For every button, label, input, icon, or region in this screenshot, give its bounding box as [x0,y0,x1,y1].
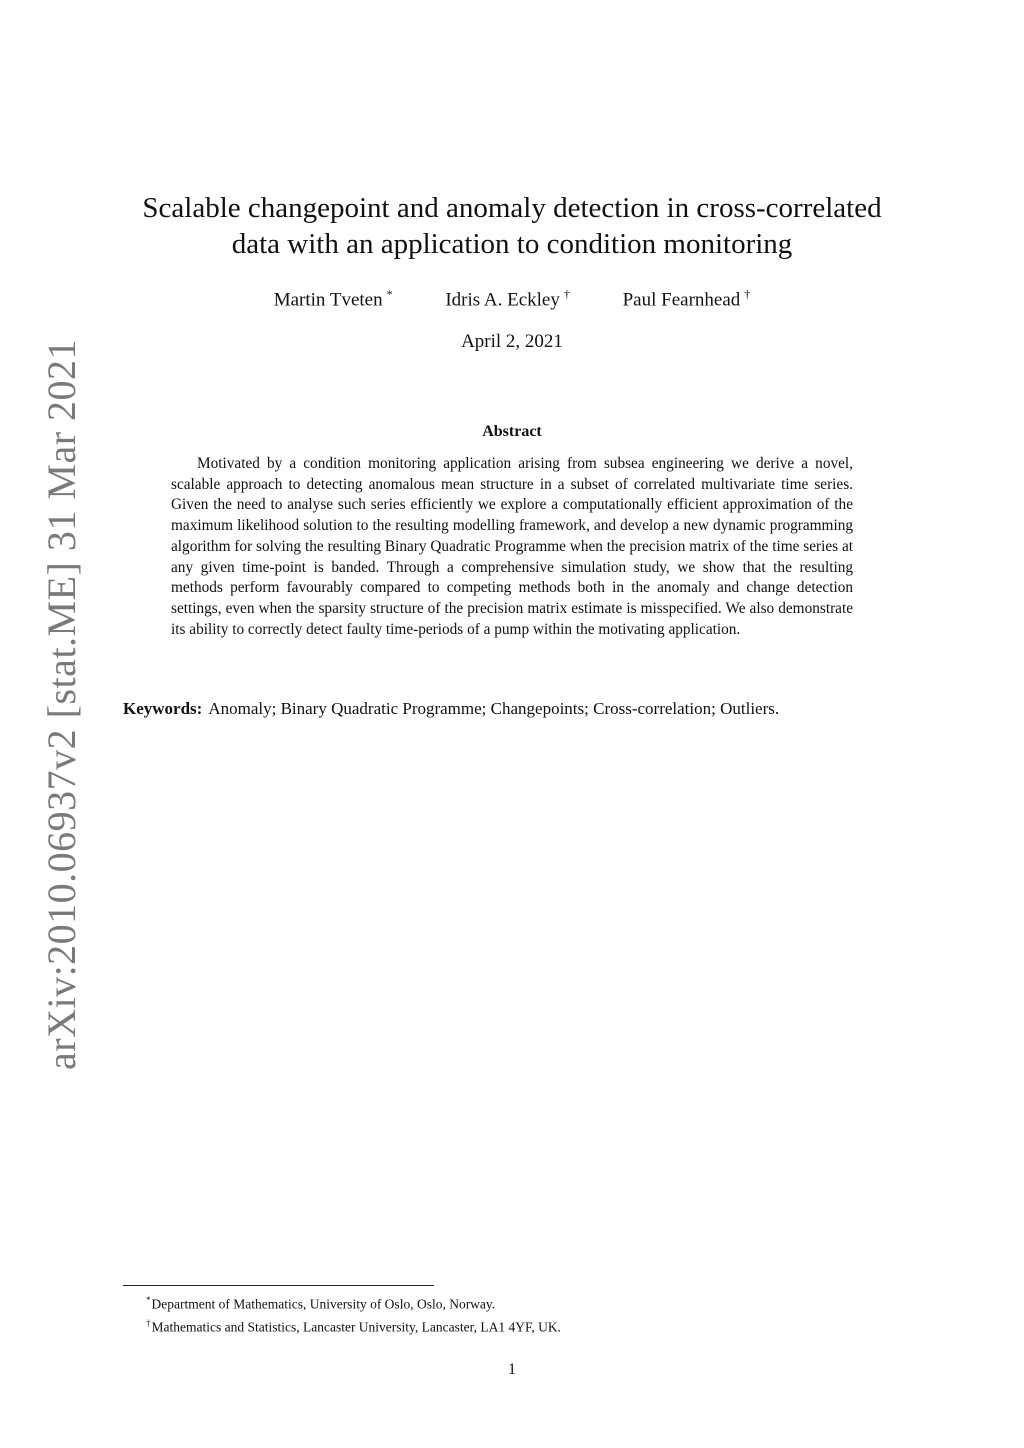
abstract-heading: Abstract [482,423,542,440]
publication-date: April 2, 2021 [461,331,563,352]
author-name: Martin Tveten [273,289,383,311]
title-line-1: Scalable changepoint and anomaly detection in cross-correlated [142,192,882,224]
footnote-2 [146,1314,561,1337]
author-mark: † [563,287,570,301]
footnote-divider [123,1285,434,1286]
footnote-text: Department of Mathematics, University of Oslo, Oslo, Norway. [151,1296,496,1312]
abstract-text: Motivated by a condition monitoring application arising from subsea engineering we derive a novel, scalable approach to detecting anomalous mean structure in a subset of correlated multivariate time series. Given the need to analyse such series efficiently we explore a computationally efficient approximation of the maximum likelihood solution to the resulting modelling framework, and develop a new dynamic programming algorithm for solving the resulting Binary Quadratic Programme when the precision matrix of the time series at any given time-point is banded. Through a comprehensive simulation study, we show that the resulting methods perform favourably compared to competing methods both in the anomaly and change detection settings, even when the sparsity structure of the precision matrix estimate is misspecified. We also demonstrate its ability to correctly detect faulty time-periods of a pump within the motivating application. [171,455,853,638]
author-3 [623,287,751,311]
author-name: Idris A. Eckley [445,289,560,311]
title-line-2: data with an application to condition monitoring [231,228,793,260]
page-number: 1 [508,1361,516,1378]
author-2 [445,287,570,311]
author-mark: * [386,287,393,301]
paper-title [120,190,904,262]
footnote-1 [146,1291,561,1314]
keywords-text: Anomaly; Binary Quadratic Programme; Changepoints; Cross-correlation; Outliers. [208,699,780,718]
footnote-mark: * [146,1295,151,1305]
keywords-label: Keywords: [123,699,203,718]
author-mark: † [744,287,751,301]
footnotes [146,1291,561,1336]
arxiv-identifier: arXiv:2010.06937v2 [stat.ME] 31 Mar 2021 [39,338,84,1070]
footnote-text: Mathematics and Statistics, Lancaster University, Lancaster, LA1 4YF, UK. [151,1319,562,1334]
author-name: Paul Fearnhead [622,289,741,311]
keywords [123,698,901,720]
author-list [120,287,904,311]
footnote-mark: † [146,1317,151,1328]
author-1 [274,287,393,311]
